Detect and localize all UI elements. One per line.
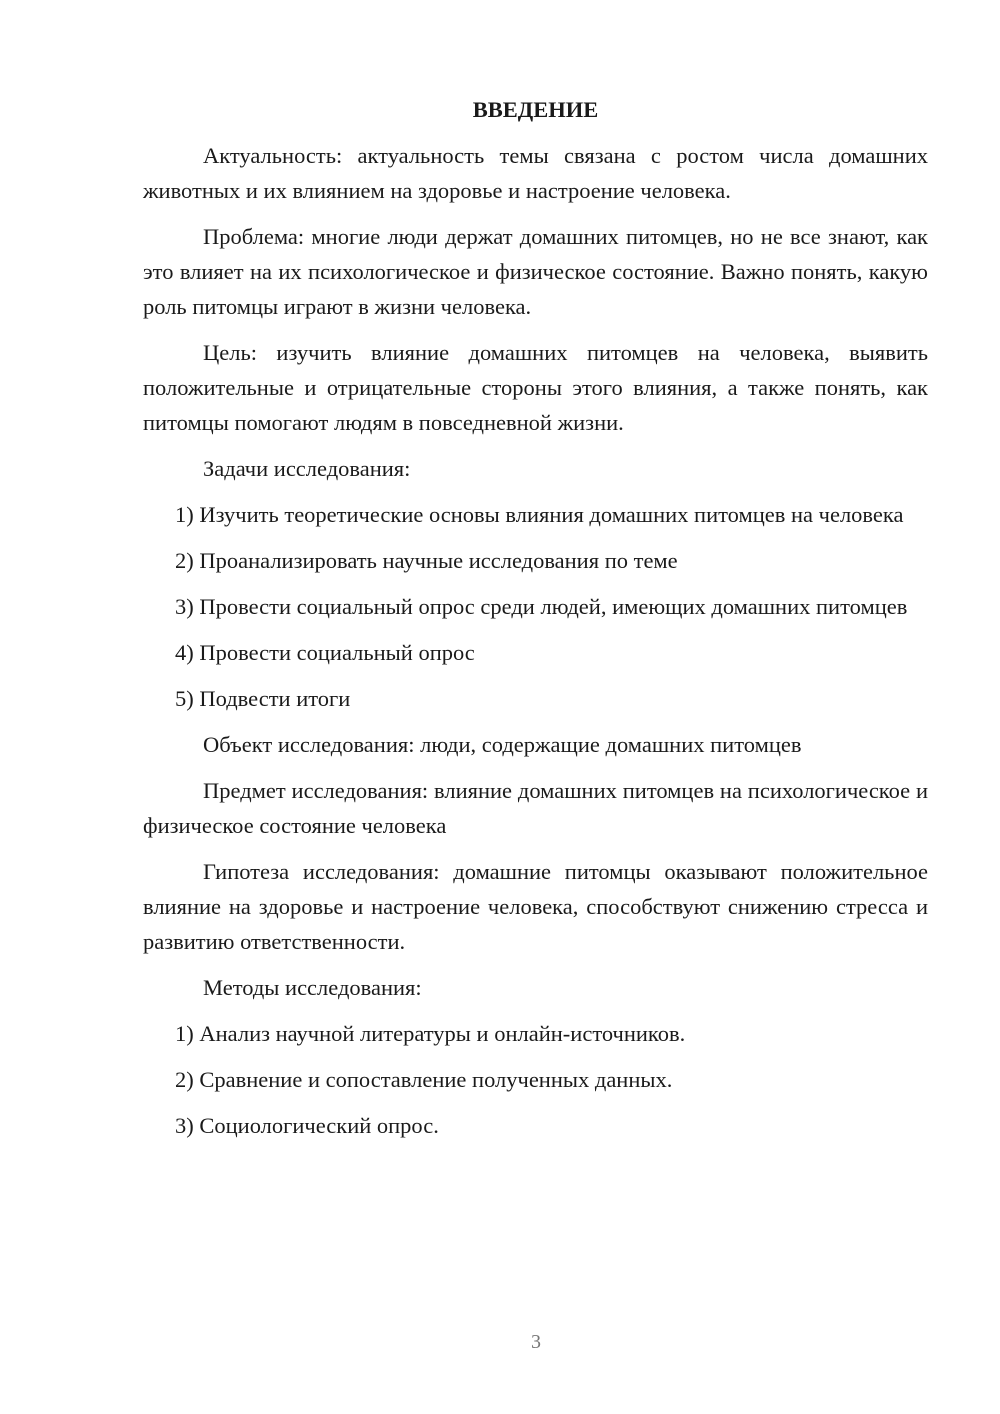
subject-paragraph: Предмет исследования: влияние домашних питомцев на психологическое и физическое состояние человека (143, 778, 928, 838)
page-number: 3 (531, 1331, 541, 1353)
method-item: 3) Социологический опрос. (175, 1113, 439, 1138)
section-title: ВВЕДЕНИЕ (472, 97, 599, 122)
tasks-heading: Задачи исследования: (203, 456, 411, 481)
object-paragraph: Объект исследования: люди, содержащие домашних питомцев (203, 732, 802, 757)
method-item: 1) Анализ научной литературы и онлайн-источников. (175, 1021, 686, 1046)
method-item: 2) Сравнение и сопоставление полученных данных. (175, 1067, 673, 1092)
task-item: 1) Изучить теоретические основы влияния домашних питомцев на человека (175, 502, 904, 527)
methods-heading: Методы исследования: (203, 975, 422, 1000)
document-page (143, 92, 928, 1154)
task-item: 5) Подвести итоги (175, 686, 351, 711)
problem-paragraph: Проблема: многие люди держат домашних питомцев, но не все знают, как это влияет на их психологическое и физическое состояние. Важно понять, какую роль питомцы играют в жизни человека. (143, 224, 928, 319)
hypothesis-paragraph: Гипотеза исследования: домашние питомцы оказывают положительное влияние на здоровье и настроение человека, способствуют снижению стресса и развитию ответственности. (143, 859, 928, 954)
task-item: 4) Провести социальный опрос (175, 640, 475, 665)
task-item: 3) Провести социальный опрос среди людей, имеющих домашних питомцев (175, 594, 908, 619)
relevance-paragraph: Актуальность: актуальность темы связана с ростом числа домашних животных и их влиянием на здоровье и настроение человека. (143, 143, 928, 203)
goal-paragraph: Цель: изучить влияние домашних питомцев на человека, выявить положительные и отрицательные стороны этого влияния, а также понять, как питомцы помогают людям в повседневной жизни. (143, 340, 928, 435)
task-item: 2) Проанализировать научные исследования по теме (175, 548, 678, 573)
